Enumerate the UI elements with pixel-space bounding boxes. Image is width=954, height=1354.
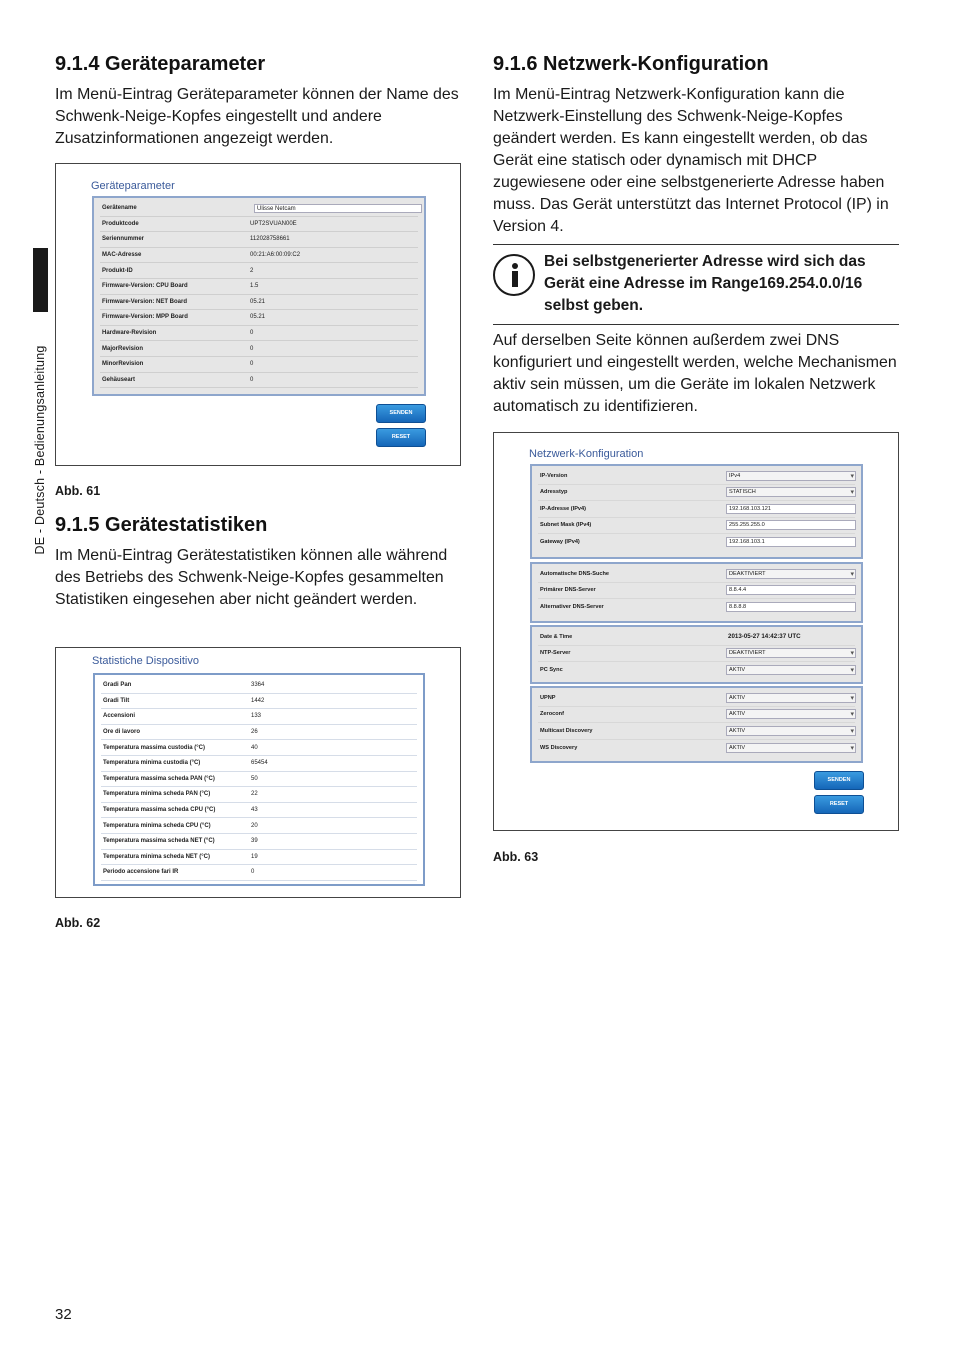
row-value: 0 [250,330,254,337]
row-value: 3364 [251,682,265,689]
row-label: Temperatura massima custodia (°C) [103,744,205,751]
send-button[interactable]: SENDEN [376,404,426,423]
screenshot-netzwerk [493,432,899,831]
gateway-input[interactable]: 192.168.103.1 [726,537,856,547]
row-value: 50 [251,775,258,782]
reset-button[interactable]: RESET [376,428,426,447]
table-row [101,818,417,834]
mask-input[interactable]: 255.255.255.0 [726,520,856,530]
ip-panel [530,464,863,559]
table-row [101,725,417,741]
datetime-value: 2013-05-27 14:42:37 UTC [728,633,801,641]
row-value: 0 [250,361,254,368]
pcsync-row: PC Sync AKTIV ▾ [538,662,855,679]
table-row [101,834,417,850]
row-label: Periodo accensione fari IR [103,869,179,876]
row-value: 65454 [251,760,268,767]
table-row [100,248,418,264]
ntp-select[interactable]: DEAKTIVIERT ▾ [726,648,856,658]
table-row [101,787,417,803]
row-value: 43 [251,807,258,814]
table-row [101,678,417,694]
row-value: 1442 [251,697,265,704]
row-label: Firmware-Version: CPU Board [102,283,188,290]
heading-914: 9.1.4 Geräteparameter [55,53,266,75]
zeroconf-row: Zeroconf AKTIV ▾ [538,707,855,724]
side-label: DE - Deutsch - Bedienungsanleitung [33,345,47,555]
heading-916: 9.1.6 Netzwerk-Konfiguration [493,53,769,75]
row-value: 22 [251,791,258,798]
row-value: 112028758661 [250,236,290,243]
device-name-input[interactable]: Ulisse Netcam [254,204,422,213]
reset-button[interactable]: RESET [814,795,864,814]
text-914: Im Menü-Eintrag Geräteparameter können der Name des Schwenk-Neige-Kopfes eingestellt und andere Zusatzinformationen angezeigt werden. [55,86,459,147]
side-tab-marker [33,248,48,312]
dns-panel [530,562,863,623]
row-label: Temperatura minima custodia (°C) [103,760,201,767]
mcast-select[interactable]: AKTIV ▾ [726,726,856,736]
table-row [101,694,417,710]
device-name-row: Gerätename Ulisse Netcam [100,201,418,217]
table-row [101,865,417,881]
row-label: Produktcode [102,220,139,227]
table-row [100,263,418,279]
table-row [100,326,418,342]
row-label: Seriennummer [102,236,145,243]
shot-title: Geräteparameter [91,180,175,192]
info-note: Bei selbstgenerierter Adresse wird sich das Gerät eine Adresse im Range169.254.0.0/16 selbst geben. [544,253,866,314]
row-label: Gradi Tilt [103,697,130,704]
ip-version-row: IP-Version IPv4 ▾ [538,468,855,485]
table-row [101,803,417,819]
note-top-rule [493,244,899,245]
page-number: 32 [55,1306,72,1323]
row-label: Temperatura massima scheda CPU (°C) [103,807,216,814]
row-label: Temperatura minima scheda PAN (°C) [103,791,211,798]
heading-915: 9.1.5 Gerätestatistiken [55,514,268,536]
row-value: 00:21:A6:00:09:C2 [250,252,301,259]
table-row [100,295,418,311]
row-label: Hardware-Revision [102,330,157,337]
row-label: Temperatura minima scheda CPU (°C) [103,822,211,829]
table-row [100,310,418,326]
row-value: 20 [251,822,258,829]
row-label: MAC-Adresse [102,252,142,259]
params-panel [92,196,426,396]
zeroconf-select[interactable]: AKTIV ▾ [726,709,856,719]
row-value: 0 [250,345,254,352]
row-value: 05.21 [250,298,266,305]
screenshot-geraeteparameter [55,163,461,466]
row-value: 26 [251,729,258,736]
row-label: Produkt-ID [102,267,133,274]
row-label: Gradi Pan [103,682,132,689]
table-row [100,279,418,295]
addr-type-select[interactable]: STATISCH ▾ [726,487,856,497]
row-label: MajorRevision [102,345,144,352]
upnp-row: UPNP AKTIV ▾ [538,690,855,707]
row-value: 39 [251,838,258,845]
time-panel [530,625,863,684]
table-row [100,357,418,373]
ntp-row: NTP-Server DEAKTIVIERT ▾ [538,646,855,663]
row-value: 40 [251,744,258,751]
table-row [100,217,418,233]
row-value: 2 [250,267,254,274]
row-value: 1.5 [250,283,259,290]
row-value: 0 [250,376,254,383]
text-916-b: Auf derselben Seite können außerdem zwei DNS konfiguriert und eingestellt werden, welche Mechanismen aktiv sein müssen, um die Geräte im lokalen Netzwerk automatisch zu identifizieren. [493,332,897,415]
table-row [101,740,417,756]
dns2-input[interactable]: 8.8.8.8 [726,602,856,612]
text-915: Im Menü-Eintrag Gerätestatistiken können alle während des Betriebs des Schwenk-Neige-Kopfes gesammelten Statistiken eingesehen aber nicht geändert werden. [55,547,448,608]
gateway-row: Gateway (IPv4) 192.168.103.1 [538,534,855,551]
row-label: Firmware-Version: MPP Board [102,314,188,321]
ip-version-select[interactable]: IPv4 ▾ [726,471,856,481]
note-bottom-rule [493,324,899,325]
ws-row: WS Discovery AKTIV ▾ [538,740,855,757]
ip-row: IP-Adresse (IPv4) 192.168.103.121 [538,501,855,518]
send-button[interactable]: SENDEN [814,771,864,790]
dns1-row: Primärer DNS-Server 8.8.4.4 [538,583,855,600]
auto-dns-select[interactable]: DEAKTIVIERT ▾ [726,569,856,579]
table-row [101,772,417,788]
addr-type-row: Adresstyp STATISCH ▾ [538,485,855,502]
datetime-row: Date & Time 2013-05-27 14:42:37 UTC [538,629,855,646]
mask-row: Subnet Mask (IPv4) 255.255.255.0 [538,518,855,535]
text-916: Im Menü-Eintrag Netzwerk-Konfiguration kann die Netzwerk-Einstellung des Schwenk-Neige-Kopfes geändert werden. Es kann eingestellt werden, ob das Gerät eine statisch oder dynamisch mit DHCP zugewiesene oder eine selbstgenerierte Adresse haben muss. Das Gerät unterstützt das Internet Protocol (IP) in Version 4. [493,86,889,235]
caption-63: Abb. 63 [493,850,539,864]
dns2-row: Alternativer DNS-Server 8.8.8.8 [538,599,855,616]
caption-61: Abb. 61 [55,484,101,498]
screenshot-statistiken [55,647,461,898]
row-label: Firmware-Version: NET Board [102,298,188,305]
row-label: Ore di lavoro [103,729,141,736]
table-row [101,850,417,866]
dns1-input[interactable]: 8.8.4.4 [726,585,856,595]
table-row [100,373,418,389]
mcast-row: Multicast Discovery AKTIV ▾ [538,723,855,740]
row-value: UPT2SVUAN00E [250,220,297,227]
info-icon [493,254,535,296]
row-value: 133 [251,713,262,720]
row-value: 19 [251,853,258,860]
row-label: Accensioni [103,713,136,720]
ws-select[interactable]: AKTIV ▾ [726,743,856,753]
table-row [100,232,418,248]
ip-input[interactable]: 192.168.103.121 [726,504,856,514]
table-row [101,756,417,772]
table-row [100,341,418,357]
row-label: Temperatura massima scheda PAN (°C) [103,775,215,782]
discovery-panel [530,686,863,763]
shot-title: Netzwerk-Konfiguration [529,448,644,460]
upnp-select[interactable]: AKTIV ▾ [726,693,856,703]
row-label: MinorRevision [102,361,144,368]
pcsync-select[interactable]: AKTIV ▾ [726,665,856,675]
row-value: 05.21 [250,314,266,321]
shot-title: Statistiche Dispositivo [92,655,199,667]
row-label: Temperatura minima scheda NET (°C) [103,853,210,860]
stats-panel [93,673,425,886]
row-label: Gehäuseart [102,376,136,383]
table-row [101,709,417,725]
row-value: 0 [251,869,255,876]
auto-dns-row: Automatische DNS-Suche DEAKTIVIERT ▾ [538,566,855,583]
row-label: Temperatura massima scheda NET (°C) [103,838,215,845]
caption-62: Abb. 62 [55,916,101,930]
